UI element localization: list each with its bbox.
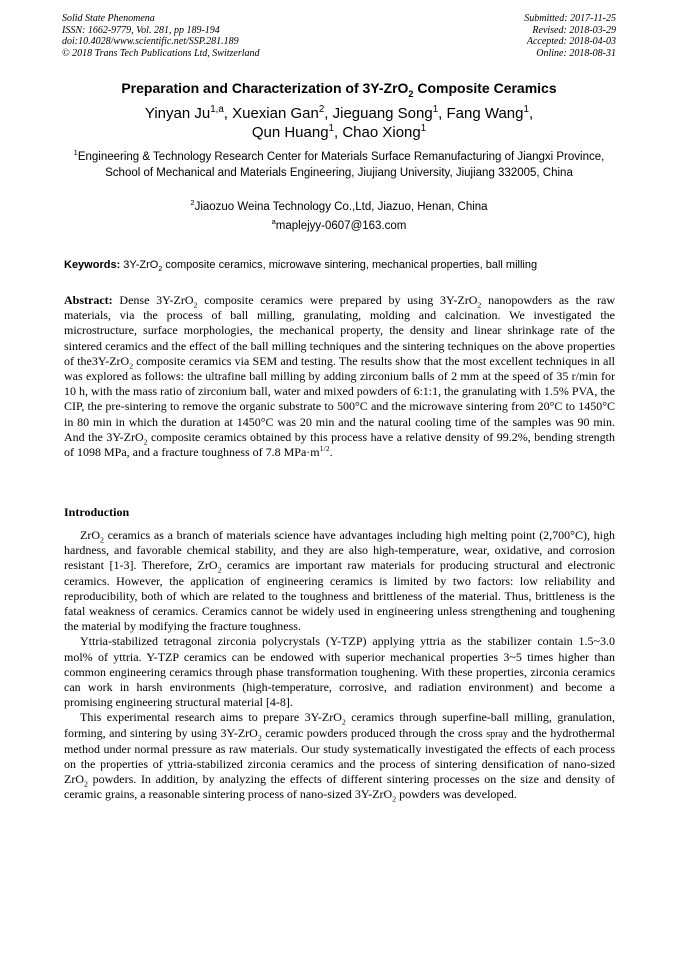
journal-header-left (62, 13, 260, 59)
journal-doi: doi:10.4028/www.scientific.net/SSP.281.189 (62, 36, 239, 48)
author-list (80, 104, 598, 142)
affiliation-1: $^1$Engineering & Technology Research Center for Materials Surface Remanufacturing of Jiangxi Province, School of Mechanical and Materials Engineering, Jiujiang University, Jiujiang 332005, China (73, 148, 605, 179)
paragraph: This experimental research aims to prepare 3Y-ZrO$_2$ ceramics through superfine-ball milling, granulation, forming, and sintering by using 3Y-ZrO$_2$ ceramic powders produced through the cross spray and the hydrothermal method under normal pressure as raw materials. Our study systematically investigated the effects of each process on the properties of yttria-stabilized zirconia ceramics and the process of sintering densification of nano-sized ZrO$_2$ powders. In addition, by analyzing the effects of different sintering processes on the size and density of ceramic grains, a reasonable sintering process of nano-sized 3Y-ZrO$_2$ powders was developed. (64, 710, 615, 804)
keywords: Keywords: 3Y-ZrO$_2$ composite ceramics, microwave sintering, mechanical properties, ball milling (64, 259, 538, 274)
section-heading-introduction: Introduction (64, 505, 130, 519)
author: Chao Xiong$^1$ (342, 123, 427, 141)
date-accepted: Accepted: 2018-04-03 (526, 36, 616, 48)
abstract-label: Abstract: (64, 293, 113, 307)
journal-header-right (524, 13, 616, 59)
keywords-label: Keywords: (64, 259, 121, 271)
affiliation-2: $^2$Jiaozuo Weina Technology Co.,Ltd, Jiazuo, Henan, China (190, 198, 488, 213)
author: Qun Huang$^1$, (251, 123, 343, 141)
journal-copyright: © 2018 Trans Tech Publications Ltd, Switzerland (62, 47, 260, 59)
journal-issn: ISSN: 1662-9779, Vol. 281, pp 189-194 (62, 24, 220, 36)
author: Jieguang Song$^1$, (332, 104, 447, 122)
paragraph: ZrO$_2$ ceramics as a branch of materials science have advantages including high melting point (2,700°C), high hardness, and favorable chemical stability, and they are also high-temperature, wear, oxidative, and corrosion resistant [1-3]. Therefore, ZrO$_2$ ceramics are important raw materials for producing structural and electronic ceramics. However, the application of engineering ceramics is limited by two factors: low reliability and reproducibility, both of which are related to the toughness and brittleness of the material. Thus, brittleness is the fatal weakness of ceramics. Ceramics cannot be widely used in engineering unless strengthening and toughening the material by modifying the fracture toughness. (64, 528, 615, 634)
author: Xuexian Gan$^2$, (232, 104, 333, 122)
author: Fang Wang$^1$, (446, 104, 534, 122)
date-submitted: Submitted: 2017-11-25 (524, 13, 616, 24)
abstract: Abstract: Dense 3Y-ZrO$_2$ composite ceramics were prepared by using 3Y-ZrO$_2$ nanopowders as the raw materials, via the process of ball milling, granulating, molding and calcination. We investigated the microstructure, surface morphologies, the mechanical property, the density and linear shrinkage rate of the sintered ceramics and the effect of the ball milling techniques and the sintering techniques on the above properties of the3Y-ZrO$_2$ composite ceramics via SEM and testing. The results show that the most excellent techniques in all was explored as follows: the ultrafine ball milling by adding zirconium balls of 2 mm at the speed of 35 r/min for 10 h, with the mass ratio of zirconium ball, water and mixed powders of 6:1:1, the granulating with 1.5% PVA, the CIP, the pre-sintering to remove the organic substrate to 500°C and the microwave sintering from 20°C to 1450°C in 80 min in which the duration at 1450°C was 20 min and the natural cooling time of the samples was 90 min. And the 3Y-ZrO$_2$ composite ceramics obtained by this process have a relative density of 99.2%, bending strength of 1098 MPa, and a fracture toughness of 7.8 $MPa\cdot m^{1/2}$. (64, 293, 616, 460)
date-online: Online: 2018-08-31 (536, 47, 616, 59)
author: Yinyan Ju$^{1,a}$, (144, 104, 233, 122)
paper-title: Preparation and Characterization of 3Y-ZrO$_2$ Composite Ceramics (121, 80, 557, 99)
introduction-body (64, 528, 615, 803)
journal-name: Solid State Phenomena (62, 13, 155, 24)
date-revised: Revised: 2018-03-29 (532, 24, 616, 36)
paragraph: Yttria-stabilized tetragonal zirconia polycrystals (Y-TZP) applying yttria as the stabilizer contain 1.5~3.0 mol% of yttria. Y-TZP ceramics can be endowed with superior mechanical properties 3~5 times higher than common engineering ceramics through phase transformation toughening. With these properties, zirconia ceramics can work in harsh environments (high-temperature, corrosive, and radiation environment) and become a promising engineering structural material [4-8]. (64, 634, 615, 710)
corresponding-email: $^a$maplejyy-0607@163.com (271, 217, 407, 232)
